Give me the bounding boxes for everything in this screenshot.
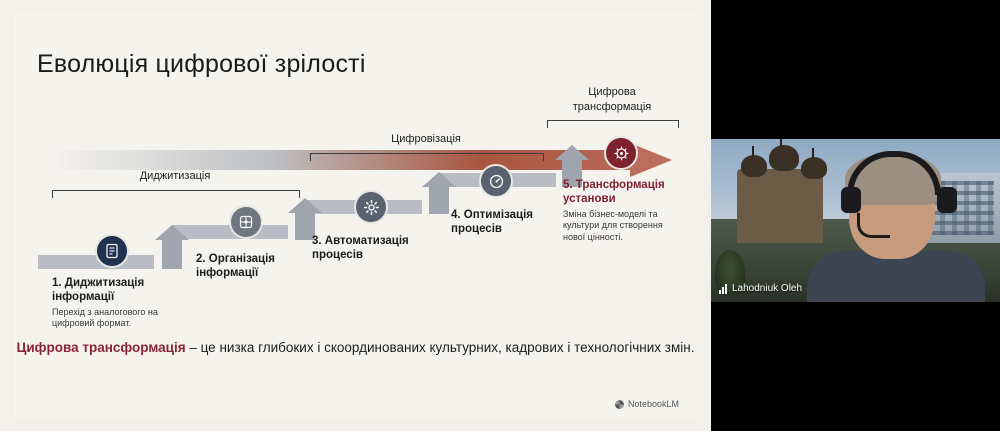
step-3-heading: 3. Автоматизація процесів (312, 235, 409, 262)
phase-label-digitization: Диджитизація (139, 170, 211, 182)
step-1-heading: 1. Диджитизація інформації (52, 277, 145, 304)
video-church-dome-right (801, 157, 827, 179)
step-1-sub: Перехід з аналогового на цифровий формат. (52, 306, 158, 329)
step-2-icon-network-icon (229, 205, 263, 239)
participant-video-tile[interactable] (711, 139, 1000, 302)
slide-canvas (14, 12, 697, 419)
step-4-label (451, 208, 557, 237)
step-5-heading: 5. Трансформація установи (563, 179, 665, 206)
phase-bracket-1 (52, 190, 300, 198)
slide-caption (14, 338, 697, 358)
microphone-level-icon (719, 284, 727, 294)
notebooklm-brand (615, 399, 679, 409)
video-church (737, 169, 823, 243)
headset-microphone-boom (857, 213, 890, 238)
participant-name-label: Lahodniuk Oleh (732, 283, 803, 294)
participant-name-badge (719, 283, 802, 294)
phase-bracket-3 (547, 120, 679, 128)
step-1-label (52, 276, 176, 330)
step-3-label (312, 234, 432, 263)
step-1-icon-document-icon (95, 234, 129, 268)
caption-rest: – це низка глибоких і скоординованих культурних, кадрових і технологічних змін. (185, 340, 695, 355)
caption-bold-term: Цифрова трансформація (16, 340, 186, 355)
step-5-sub: Зміна бізнес-моделі та культури для створення нової цінності. (563, 208, 663, 243)
notebooklm-label: NotebookLM (627, 399, 679, 409)
step-2-label (196, 252, 306, 281)
phase-label-transformation-line2: трансформація (572, 101, 652, 113)
stair-riser-1 (155, 225, 189, 269)
step-3-icon-gear-icon (354, 190, 388, 224)
phase-label-digitalization: Цифровізація (391, 133, 461, 145)
video-church-dome-center (769, 145, 799, 171)
phase-label-transformation-line1: Цифрова (588, 86, 636, 98)
slide-title: Еволюція цифрової зрілості (37, 50, 366, 78)
step-5-label (563, 178, 681, 244)
step-4-heading: 4. Оптимізація процесів (451, 209, 534, 236)
video-church-dome-left (741, 155, 767, 177)
step-2-heading: 2. Організація інформації (196, 253, 276, 280)
phase-bracket-2 (310, 153, 544, 161)
headset-cup-left (841, 187, 861, 213)
step-5-icon-transformation-icon (604, 136, 638, 170)
step-4-icon-speedometer-icon (479, 164, 513, 198)
headset-cup-right (937, 187, 957, 213)
notebooklm-logo-icon (615, 400, 624, 409)
